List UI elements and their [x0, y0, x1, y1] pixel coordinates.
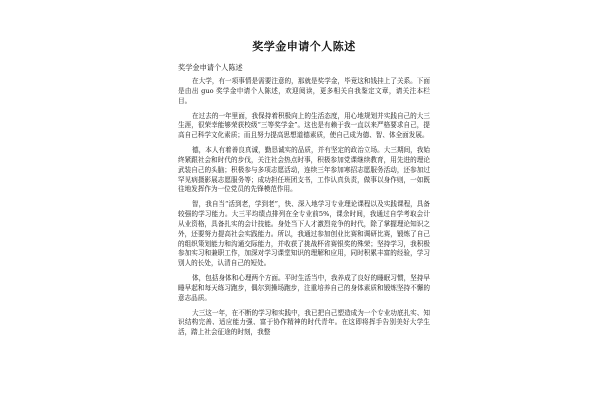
- paragraph-conclusion: 大三这一年，在不断的学习和实践中，我已把自己塑造成为一个专业功底扎实、知识结构完善、适应能力强、富于协作精神的时代青年。在这即将挥手告别美好大学生活，踏上社会征途的时刻，我整: [178, 308, 430, 337]
- paragraph-physical: 体，包括身体和心理两个方面。平时生活当中，我养成了良好的睡眠习惯，坚持早睡早起和每天练习跑步，偶尔到操场跑步，注重培养自己的身体素质和锻炼坚持不懈的意志品质。: [178, 274, 430, 302]
- document-title: 奖学金申请个人陈述: [252, 40, 356, 53]
- paragraph-morality: 德，本人有着善良真诚，勤恳诚实的品质，并有坚定的政治立场。大三期间，我始终紧跟社会和时代的步伐，关注社会热点时事，积极参加党课继续教育，用先进的理论武装自己的头脑；积极参与多项志愿活动，连续三年参加寒招志愿服务活动，还参加过罕见病摄影展志愿服务等；成功担任班团支书，工作认真负责，做事以身作则，一如既往地发挥作为一位党员的先锋模范作用。: [178, 146, 430, 194]
- document-body: [178, 40, 430, 343]
- paragraph-intro: 在大学，有一项事情是需要注意的，那就是奖学金，毕竟这和钱挂上了关系。下面是由出 guo 奖学金申请个人陈述，欢迎阅读，更多相关自我鉴定文章，请关注本栏目。: [178, 77, 430, 105]
- paragraph-intellect: 智，我自当“活到老，学到老”，快、深入地学习专业理论课程以及实践课程，具备较强的学习能力。大三平均绩点排列在全专业前5%，课余时间，我通过自学考取会计从业资格，具备扎实的会计技能。身处当下人才激烈竞争的时代，除了掌握理论知识之外，还要努力提高社会实践能力。所以，我通过参加创业比赛和调研比赛，锻炼了自己的组织策划能力和沟通交际能力，并收获了挑战杯省赛银奖的殊荣；坚持学习，我积极参加实习和兼职工作，加深对学习课堂知识的理解和应用，同时积累丰富的经验，学习别人的长处，认清自己的短处。: [178, 200, 430, 268]
- paragraph-overview: 在过去的一年里面，我保持着积极向上的生活态度，用心地规划并实践自己的大三生涯，很荣幸能够荣获校级“三等奖学金”。这也是有赖于我一直以来严格要求自己，提高自己科学文化素质；而且努力提高思想道德素质，使自己成为德、智、体全面发展。: [178, 111, 430, 140]
- document-subtitle: 奖学金申请个人陈述: [178, 63, 243, 72]
